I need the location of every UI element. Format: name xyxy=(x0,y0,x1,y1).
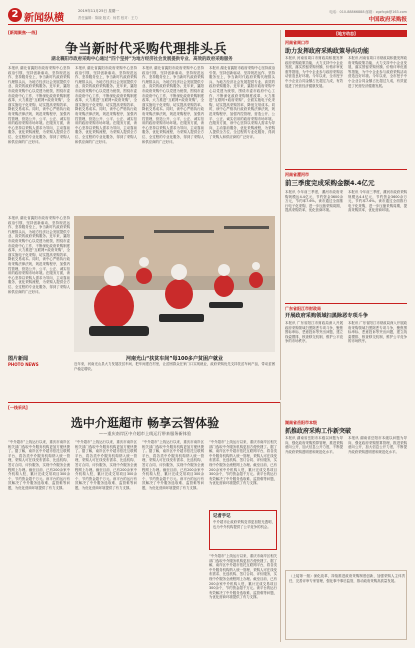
bottom-right-box xyxy=(285,570,407,640)
factory-workers-image xyxy=(74,216,275,352)
right-divider-1 xyxy=(285,169,407,170)
lead-body-col-3: 本报讯 湖北省襄阳市政府采购中心坚持政治引领、坚持创新驱动、坚持规范运作、坚持服务至上，争当新时代政府采购代理排头兵，为地方经济社会发展提供专业、高效的政府采购服务。近年来，襄阳市政府采购中心以党建为统领，围绕市委市政府中心工作，不断深化政府采购制度改革，大力推进“互联网+政府采购”，全面实施电子化采购，切实提高采购效率，降低交易成本。同时，该中心严格执行政府采购法律法规，规范采购程序，加强内控管理，营造公开、公平、公正、诚实信用的政府采购市场环境。在服务方面，该中心坚持以采购人需求为导向，主动靠前服务，优化采购流程，为采购人提供全方位、全过程的专业化服务，得到了采购人和供应商的广泛好评。 xyxy=(142,66,204,144)
bottom-right-body: （上接第一版）深化改革，持续推进政府采购制度创新，加强采购人主体责任，完善评审专家管理，强化事中事后监管，推动政府采购高质量发展。 xyxy=(289,574,405,583)
photo-caption: 河南光山“扶贫车间”每100多户贫困户就业 xyxy=(125,356,223,362)
second-box xyxy=(209,510,277,550)
item2-body-a: 本报讯 今年前三季度，漯河市政府采购规模达4.4亿元，节约资金3600余万元，节约率7.6%。该市通过全面推行电子化采购，进一步压缩采购周期，提高采购效率，优化营商环境。 xyxy=(285,190,343,213)
second-body-col-3: “中介超市”上线运行以来，重庆市南岸区相关部门选取中介服务机构更加方便快捷了。据了解，南岸区中介超市依托互联网平台，将各类中介服务机构纳入统一管理，采购人可在线发布需求、比选机构、签订合同、评价服务，实现中介服务全流程网上办理。截至目前，已有200余家中介机构入驻，累计完成交易项目300余个，节约资金超千万元。该平台的运行有效解决了中介服务选取难、监管难等问题，为优化营商环境提供了有力支撑。 xyxy=(142,440,204,490)
right-info: 电话：010-88866888 邮箱：zgzfcgb@163.com xyxy=(329,10,407,14)
date-line: 2019年11月25日 星期一 xyxy=(78,9,119,13)
item3-title: 开展政府采购领域扫黑除恶专项斗争 xyxy=(285,313,369,319)
lead-body-col-2: 本报讯 湖北省襄阳市政府采购中心坚持政治引领、坚持创新驱动、坚持规范运作、坚持服务至上，争当新时代政府采购代理排头兵，为地方经济社会发展提供专业、高效的政府采购服务。近年来，襄阳市政府采购中心以党建为统领，围绕市委市政府中心工作，不断深化政府采购制度改革，大力推进“互联网+政府采购”，全面实施电子化采购，切实提高采购效率，降低交易成本。同时，该中心严格执行政府采购法律法规，规范采购程序，加强内控管理，营造公开、公平、公正、诚实信用的政府采购市场环境。在服务方面，该中心坚持以采购人需求为导向，主动靠前服务，优化采购流程，为采购人提供全方位、全过程的专业化服务，得到了采购人和供应商的广泛好评。 xyxy=(75,66,137,144)
photo-source: PHOTO NEWS xyxy=(8,362,39,367)
right-divider-2 xyxy=(285,303,407,304)
section-number-badge: 2 xyxy=(8,8,22,22)
masthead-rule xyxy=(8,24,407,25)
second-story-rule xyxy=(8,402,280,403)
lead-subhead-rule xyxy=(10,63,274,64)
section-name: 新闻纵横 xyxy=(24,13,64,24)
lead-tag: [新闻聚焦·一线] xyxy=(8,30,38,35)
second-body-col-2: “中介超市”上线运行以来，重庆市南岸区相关部门选取中介服务机构更加方便快捷了。据了解，南岸区中介超市依托互联网平台，将各类中介服务机构纳入统一管理，采购人可在线发布需求、比选机构、签订合同、评价服务，实现中介服务全流程网上办理。截至目前，已有200余家中介机构入驻，累计完成交易项目300余个，节约资金超千万元。该平台的运行有效解决了中介服务选取难、监管难等问题，为优化营商环境提供了有力支撑。 xyxy=(75,440,137,490)
second-box-body: 中介超市让政府采购变得更加阳光透明，也为中介机构提供了公平竞争的机会。 xyxy=(213,520,275,529)
item2-title: 前三季度完成采购金额4.4亿元 xyxy=(285,179,375,187)
item1-kicker: 河南省周口市 xyxy=(285,40,309,45)
lead-body-col-1: 本报讯 湖北省襄阳市政府采购中心坚持政治引领、坚持创新驱动、坚持规范运作、坚持服务至上，争当新时代政府采购代理排头兵，为地方经济社会发展提供专业、高效的政府采购服务。近年来，襄阳市政府采购中心以党建为统领，围绕市委市政府中心工作，不断深化政府采购制度改革，大力推进“互联网+政府采购”，全面实施电子化采购，切实提高采购效率，降低交易成本。同时，该中心严格执行政府采购法律法规，规范采购程序，加强内控管理，营造公开、公平、公正、诚实信用的政府采购市场环境。在服务方面，该中心坚持以采购人需求为导向，主动靠前服务，优化采购流程，为采购人提供全方位、全过程的专业化服务，得到了采购人和供应商的广泛好评。 xyxy=(8,66,70,144)
photo-source-label: 图片新闻 xyxy=(8,356,29,362)
photo-caption-sub: 近年来，河南光山县大力发展扶贫车间，把车间建在村里，让贫困群众在家门口实现就业，政府采购优先支持扶贫车间产品，带动贫困户稳定增收。 xyxy=(74,362,275,371)
item4-title: 抓推政府采购工作新突破 xyxy=(285,428,352,435)
second-body-col-1: “中介超市”上线运行以来，重庆市南岸区相关部门选取中介服务机构更加方便快捷了。据了解，南岸区中介超市依托互联网平台，将各类中介服务机构纳入统一管理，采购人可在线发布需求、比选机构、签订合同、评价服务，实现中介服务全流程网上办理。截至目前，已有200余家中介机构入驻，累计完成交易项目300余个，节约资金超千万元。该平台的运行有效解决了中介服务选取难、监管难等问题，为优化营商环境提供了有力支撑。 xyxy=(8,440,70,490)
second-body-col-5: “中介超市”上线运行以来，重庆市南岸区相关部门选取中介服务机构更加方便快捷了。据了解，南岸区中介超市依托互联网平台，将各类中介服务机构纳入统一管理，采购人可在线发布需求、比选机构、签订合同、评价服务，实现中介服务全流程网上办理。截至目前，已有200余家中介机构入驻，累计完成交易项目300余个，节约资金超千万元。该平台的运行有效解决了中介服务选取难、监管难等问题，为优化营商环境提供了有力支撑。 xyxy=(209,554,277,600)
column-rule xyxy=(280,30,281,400)
item3-body-a: 本报讯 广东省阳江市财政局深入开展政府采购领域扫黑除恶专项斗争，聚焦围标串标、恶意投诉等突出问题，建立线索摸排、核查移交机制，维护公平竞争的市场秩序。 xyxy=(285,321,343,344)
item1-body-a: 本报讯 河南省周口市财政局积极发挥政府采购政策功能，大力支持中小企业发展，落实预留采购份额、价格评审优惠等措施，为中小企业参与政府采购活动营造良好环境。今年以来，全市授予中小企业合同金额占比超过九成，有效促进了民营经济健康发展。 xyxy=(285,56,343,88)
item4-body-b: 本报讯 湖南省岳阳市本级以问题为导向，强化政府采购预算管理，推进采购意向公开，加大信息公开力度，不断提升政府采购透明度和规范化水平。 xyxy=(348,436,407,454)
lead-photo xyxy=(74,216,275,352)
second-story-subhead: ——重庆南岸区中介超市上线运行带来服务新体验 xyxy=(98,431,192,436)
item2-kicker: 河南省漯河市 xyxy=(285,172,309,177)
item1-body-b: 本报讯 河南省周口市财政局积极发挥政府采购政策功能，大力支持中小企业发展，落实预留采购份额、价格评审优惠等措施，为中小企业参与政府采购活动营造良好环境。今年以来，全市授予中小企业合同金额占比超过九成，有效促进了民营经济健康发展。 xyxy=(348,56,407,88)
right-column-tag: [地方动态] xyxy=(285,30,407,37)
second-body-col-4: “中介超市”上线运行以来，重庆市南岸区相关部门选取中介服务机构更加方便快捷了。据了解，南岸区中介超市依托互联网平台，将各类中介服务机构纳入统一管理，采购人可在线发布需求、比选机构、签订合同、评价服务，实现中介服务全流程网上办理。截至目前，已有200余家中介机构入驻，累计完成交易项目300余个，节约资金超千万元。该平台的运行有效解决了中介服务选取难、监管难等问题，为优化营商环境提供了有力支撑。 xyxy=(209,440,277,486)
second-box-title: 记者手记 xyxy=(213,514,231,519)
second-column-rule xyxy=(280,402,281,642)
item3-body-b: 本报讯 广东省阳江市财政局深入开展政府采购领域扫黑除恶专项斗争，聚焦围标串标、恶意投诉等突出问题，建立线索摸排、核查移交机制，维护公平竞争的市场秩序。 xyxy=(348,321,407,344)
paper-name: 中国政府采购报 xyxy=(368,17,407,23)
item4-kicker: 湖南省岳阳市本级 xyxy=(285,420,317,425)
second-story-headline: 选中介逛超市 畅享云智体验 xyxy=(70,416,220,430)
masthead xyxy=(8,8,407,30)
second-story-tag: [一线采风] xyxy=(8,405,28,410)
item4-body-a: 本报讯 湖南省岳阳市本级以问题为导向，强化政府采购预算管理，推进采购意向公开，加大信息公开力度，不断提升政府采购透明度和规范化水平。 xyxy=(285,436,343,454)
item2-body-b: 本报讯 今年前三季度，漯河市政府采购规模达4.4亿元，节约资金3600余万元，节约率7.6%。该市通过全面推行电子化采购，进一步压缩采购周期，提高采购效率，优化营商环境。 xyxy=(348,190,407,213)
editor-line: 责任编辑：陈晓 版式：杨君 校对：王力 xyxy=(78,16,138,20)
item1-title: 助力发挥政府采购政策导向功能 xyxy=(285,48,370,55)
item3-kicker: 广东省阳江市财政局 xyxy=(285,306,321,311)
lead-body-col-4: 本报讯 湖北省襄阳市政府采购中心坚持政治引领、坚持创新驱动、坚持规范运作、坚持服务至上，争当新时代政府采购代理排头兵，为地方经济社会发展提供专业、高效的政府采购服务。近年来，襄阳市政府采购中心以党建为统领，围绕市委市政府中心工作，不断深化政府采购制度改革，大力推进“互联网+政府采购”，全面实施电子化采购，切实提高采购效率，降低交易成本。同时，该中心严格执行政府采购法律法规，规范采购程序，加强内控管理，营造公开、公平、公正、诚实信用的政府采购市场环境。在服务方面，该中心坚持以采购人需求为导向，主动靠前服务，优化采购流程，为采购人提供全方位、全过程的专业化服务，得到了采购人和供应商的广泛好评。 xyxy=(209,66,275,139)
lead-body-col-5: 本报讯 湖北省襄阳市政府采购中心坚持政治引领、坚持创新驱动、坚持规范运作、坚持服务至上，争当新时代政府采购代理排头兵，为地方经济社会发展提供专业、高效的政府采购服务。近年来，襄阳市政府采购中心以党建为统领，围绕市委市政府中心工作，不断深化政府采购制度改革，大力推进“互联网+政府采购”，全面实施电子化采购，切实提高采购效率，降低交易成本。同时，该中心严格执行政府采购法律法规，规范采购程序，加强内控管理，营造公开、公平、公正、诚实信用的政府采购市场环境。在服务方面，该中心坚持以采购人需求为导向，主动靠前服务，优化采购流程，为采购人提供全方位、全过程的专业化服务，得到了采购人和供应商的广泛好评。 xyxy=(8,216,70,294)
lead-headline: 争当新时代采购代理排头兵 xyxy=(64,42,227,57)
lead-subhead: 湖北襄阳市政府采购中心通过“四个坚持”为地方经济社会发展提供专业、高效的政府采购服务 xyxy=(51,57,233,62)
